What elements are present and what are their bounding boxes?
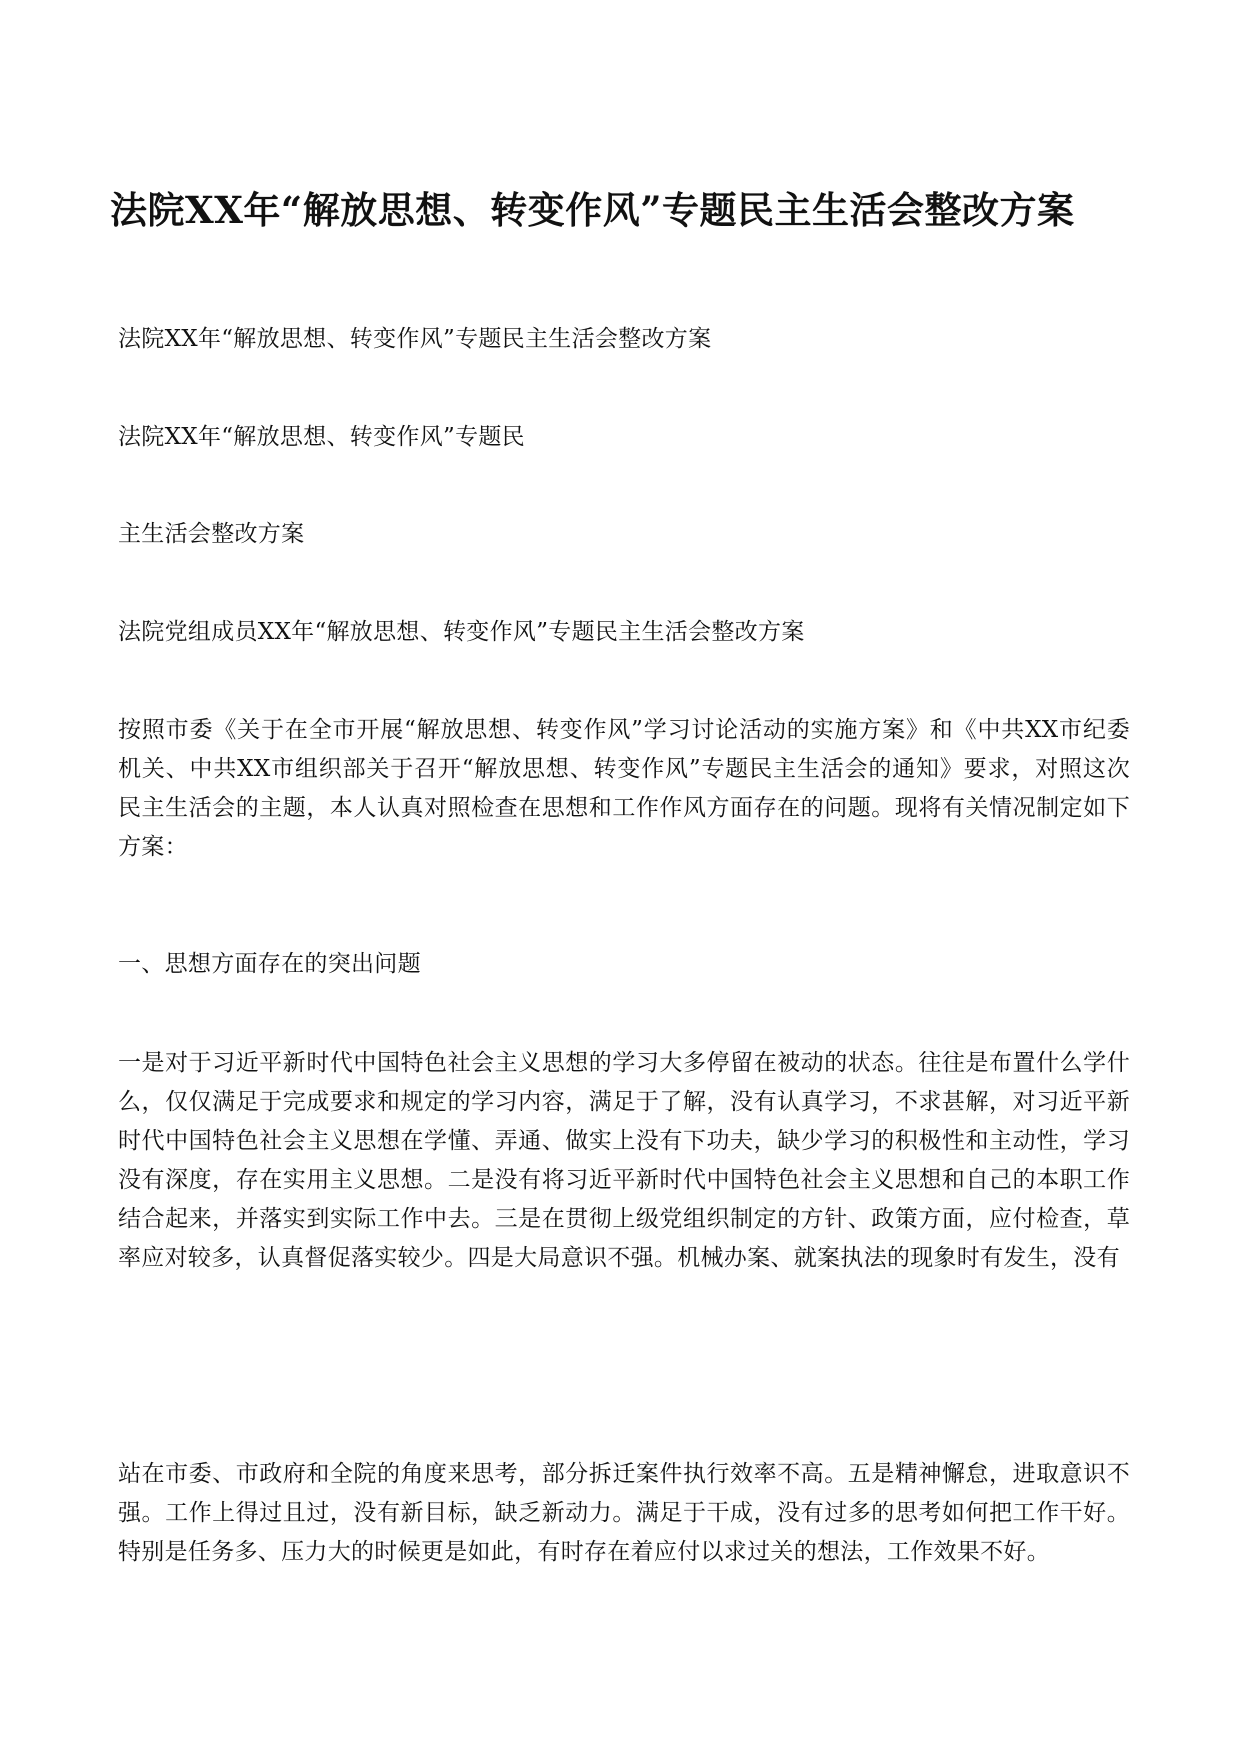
heading-line-part-2: 主生活会整改方案 bbox=[118, 521, 305, 547]
subtitle-line: 法院XX年“解放思想、转变作风”专题民主生活会整改方案 bbox=[118, 326, 712, 352]
body-paragraph-1: 一是对于习近平新时代中国特色社会主义思想的学习大多停留在被动的状态。往往是布置什么学什么，仅仅满足于完成要求和规定的学习内容，满足于了解，没有认真学习，不求甚解，对习近平新时代中国特色社会主义思想在学懂、弄通、做实上没有下功夫，缺少学习的积极性和主动性，学习没有深度，存在实用主义思想。二是没有将习近平新时代中国特色社会主义思想和自己的本职工作结合起来，并落实到实际工作中去。三是在贯彻上级党组织制定的方针、政策方面，应付检查，草率应对较多，认真督促落实较少。四是大局意识不强。机械办案、就案执法的现象时有发生，没有 bbox=[118, 1050, 1130, 1271]
document-title: 法院XX年“解放思想、转变作风”专题民主生活会整改方案 bbox=[110, 188, 1075, 232]
section-heading: 一、思想方面存在的突出问题 bbox=[118, 951, 421, 977]
intro-paragraph: 按照市委《关于在全市开展“解放思想、转变作风”学习讨论活动的实施方案》和《中共XX市纪委机关、中共XX市组织部关于召开“解放思想、转变作风”专题民主生活会的通知》要求，对照这次民主生活会的主题，本人认真对照检查在思想和工作作风方面存在的问题。现将有关情况制定如下方案： bbox=[118, 717, 1130, 860]
plan-heading: 法院党组成员XX年“解放思想、转变作风”专题民主生活会整改方案 bbox=[118, 619, 805, 645]
body-paragraph-2: 站在市委、市政府和全院的角度来思考，部分拆迁案件执行效率不高。五是精神懈怠，进取意识不强。工作上得过且过，没有新目标，缺乏新动力。满足于干成，没有过多的思考如何把工作干好。特别是任务多、压力大的时候更是如此，有时存在着应付以求过关的想法，工作效果不好。 bbox=[118, 1461, 1130, 1565]
heading-line-part-1: 法院XX年“解放思想、转变作风”专题民 bbox=[118, 424, 525, 450]
